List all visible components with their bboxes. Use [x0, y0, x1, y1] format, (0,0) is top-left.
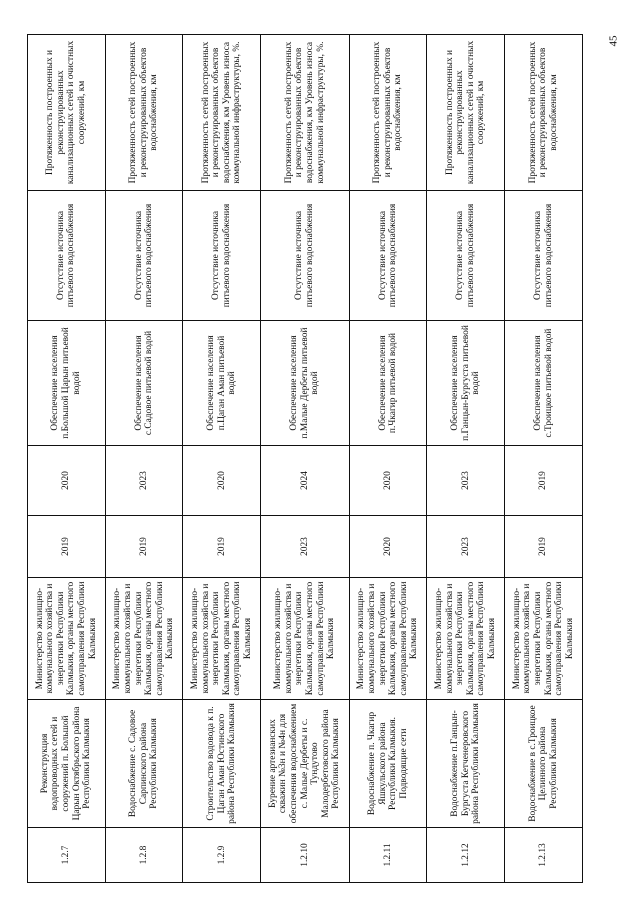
row-number-cell: 1.2.11 [349, 828, 427, 883]
table-row [505, 35, 583, 883]
problem-cell: Отсутствие источника питьевого водоснабжения [349, 191, 427, 321]
executor-cell: Министерство жилищно-коммунального хозяйства и энергетики Республики Калмыкия, органы местного самоуправления Республики Калмыкия [427, 578, 505, 700]
start-year-cell: 2019 [105, 516, 183, 578]
activity-name-cell: Бурение артезианских скважин №3н и №4н для обеспечения водоснабжением с. Малые Дербеты и с. Тундутово Малодербетовского района Республики Калмыкия [261, 700, 350, 828]
problem-cell: Отсутствие источника питьевого водоснабжения [505, 191, 583, 321]
executor-cell: Министерство жилищно-коммунального хозяйства и энергетики Республики Калмыкия, органы местного самоуправления Республики Калмыкия [505, 578, 583, 700]
end-year-cell: 2020 [28, 446, 106, 516]
start-year-cell: 2020 [349, 516, 427, 578]
activity-name-cell: Водоснабжение с. Садовое Сарпинского района Республики Калмыкия [105, 700, 183, 828]
program-table-wrapper [27, 35, 583, 883]
row-number-cell: 1.2.12 [427, 828, 505, 883]
executor-cell: Министерство жилищно-коммунального хозяйства и энергетики Республики Калмыкия, органы местного самоуправления Республики Калмыкия [183, 578, 261, 700]
indicator-cell: Протяженность сетей построенных и реконструированных объектов водоснабжения, км [505, 35, 583, 191]
table-row [349, 35, 427, 883]
end-year-cell: 2019 [505, 446, 583, 516]
end-year-cell: 2023 [105, 446, 183, 516]
table-body [28, 35, 583, 883]
executor-cell: Министерство жилищно-коммунального хозяйства и энергетики Республики Калмыкия, органы местного самоуправления Республики Калмыкия [28, 578, 106, 700]
program-activities-table [27, 34, 583, 883]
row-number-cell: 1.2.8 [105, 828, 183, 883]
expected-result-cell: Обеспечение населения п.Большой Царын питьевой водой [28, 321, 106, 446]
start-year-cell: 2023 [261, 516, 350, 578]
expected-result-cell: Обеспечение населения с.Троицкое питьевой водой [505, 321, 583, 446]
page-number [600, 26, 626, 56]
row-number-cell: 1.2.7 [28, 828, 106, 883]
start-year-cell: 2019 [505, 516, 583, 578]
table-row [183, 35, 261, 883]
start-year-cell: 2019 [183, 516, 261, 578]
indicator-cell: Протяженность построенных и реконструированных канализационных сетей и очистных сооружений, км [427, 35, 505, 191]
table-row [28, 35, 106, 883]
expected-result-cell: Обеспечение населения п.Малые Дербеты питьевой водой [261, 321, 350, 446]
expected-result-cell: Обеспечение населения п.Ганцын-Бургуста питьевой водой [427, 321, 505, 446]
end-year-cell: 2020 [349, 446, 427, 516]
activity-name-cell: Реконструкция водопроводных сетей и сооружений п. Большой Царын Октябрьского района Республики Калмыкия [28, 700, 106, 828]
start-year-cell: 2023 [427, 516, 505, 578]
end-year-cell: 2023 [427, 446, 505, 516]
problem-cell: Отсутствие источника питьевого водоснабжения [261, 191, 350, 321]
indicator-cell: Протяженность сетей построенных и реконструированных объектов водоснабжения, км [349, 35, 427, 191]
executor-cell: Министерство жилищно-коммунального хозяйства и энергетики Республики Калмыкия, органы местного самоуправления Республики Калмыкия [349, 578, 427, 700]
row-number-cell: 1.2.13 [505, 828, 583, 883]
activity-name-cell: Водоснабжение п. Чкагир Яшкульского района Республики Калмыкия. Подводящие сети [349, 700, 427, 828]
executor-cell: Министерство жилищно-коммунального хозяйства и энергетики Республики Калмыкия, органы местного самоуправления Республики Калмыкия [105, 578, 183, 700]
problem-cell: Отсутствие источника питьевого водоснабжения [183, 191, 261, 321]
row-number-cell: 1.2.10 [261, 828, 350, 883]
executor-cell: Министерство жилищно-коммунального хозяйства и энергетики Республики Калмыкия, органы местного самоуправления Республики Калмыкия [261, 578, 350, 700]
expected-result-cell: Обеспечение населения с.Садовое питьевой водой [105, 321, 183, 446]
indicator-cell: Протяженность сетей построенных и реконструированных объектов водоснабжения, км Уровень износа коммунальной инфраструктуры, %. [261, 35, 350, 191]
table-row [105, 35, 183, 883]
indicator-cell: Протяженность сетей построенных и реконструированных объектов водоснабжения, км [105, 35, 183, 191]
page-number-text: 45 [607, 35, 619, 47]
problem-cell: Отсутствие источника питьевого водоснабжения [105, 191, 183, 321]
table-row [427, 35, 505, 883]
end-year-cell: 2020 [183, 446, 261, 516]
start-year-cell: 2019 [28, 516, 106, 578]
problem-cell: Отсутствие источника питьевого водоснабжения [28, 191, 106, 321]
activity-name-cell: Водоснабжение п.Ганцын-Бургуста Кетченеровского района Республики Калмыкия [427, 700, 505, 828]
expected-result-cell: Обеспечение населения п.Чкагир питьевой водой [349, 321, 427, 446]
indicator-cell: Протяженность сетей построенных и реконструированных объектов водоснабжения, км Уровень износа коммунальной инфраструктуры, %. [183, 35, 261, 191]
activity-name-cell: Водоснабжение в с.Троицкое Целинного района Республики Калмыкия [505, 700, 583, 828]
table-row [261, 35, 350, 883]
indicator-cell: Протяженность построенных и реконструированных канализационных сетей и очистных сооружений, км [28, 35, 106, 191]
row-number-cell: 1.2.9 [183, 828, 261, 883]
problem-cell: Отсутствие источника питьевого водоснабжения [427, 191, 505, 321]
expected-result-cell: Обеспечение населения п.Цаган Аман питьевой водой [183, 321, 261, 446]
activity-name-cell: Строительство водовода к п. Цаган Аман Юстинского района Республики Калмыкия [183, 700, 261, 828]
end-year-cell: 2024 [261, 446, 350, 516]
